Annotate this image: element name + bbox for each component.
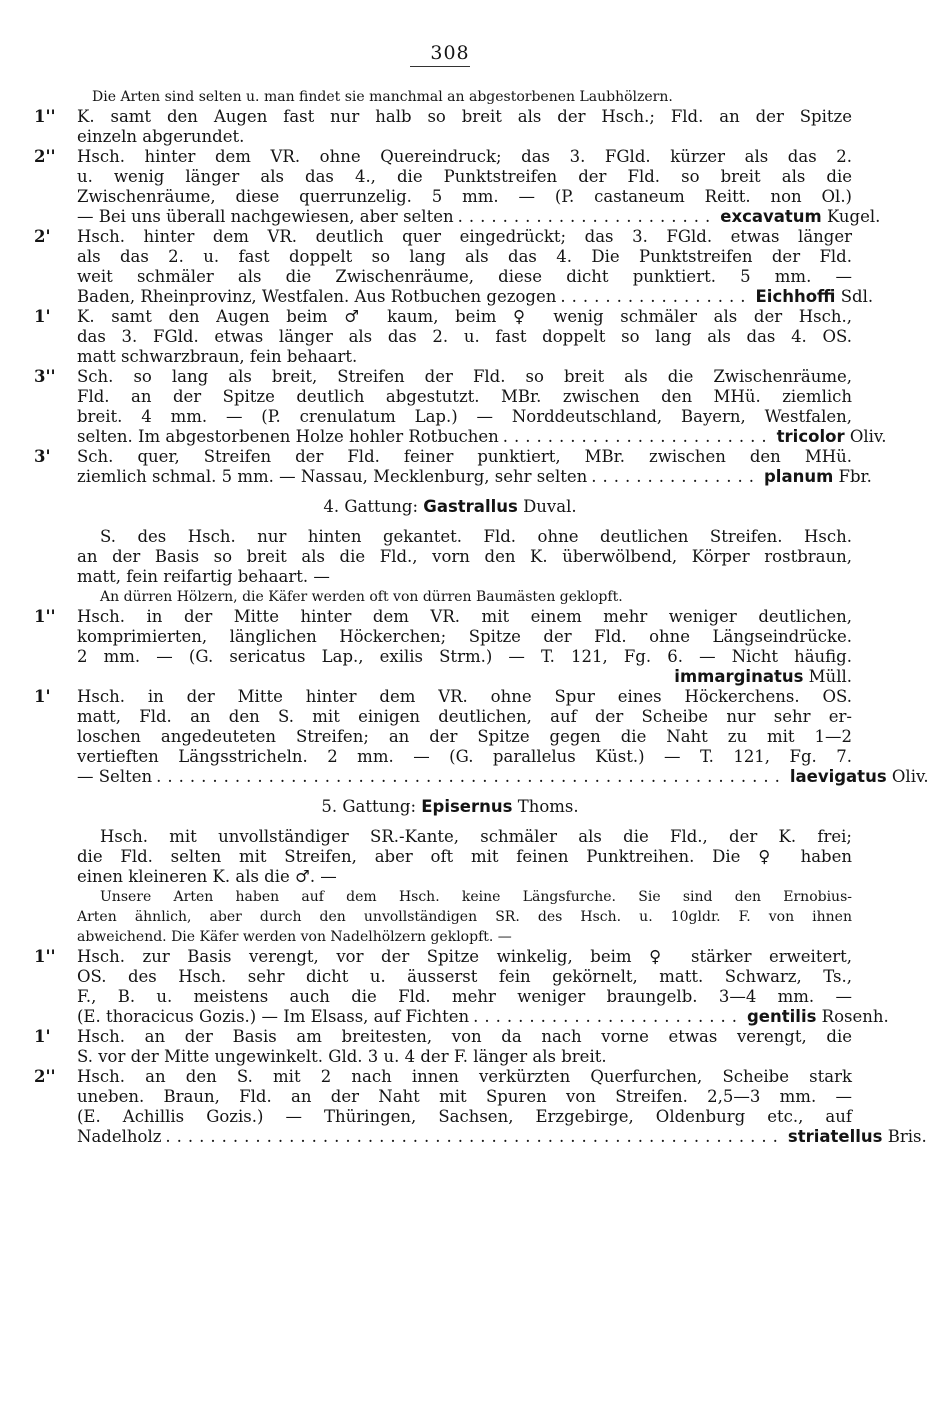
line-text: Sch. so lang als breit, Streifen der Fld. so breit als die Zwischenräume, (77, 367, 852, 386)
entry-text: (E. thoracicus Gozis.) — Im Elsass, auf Fichten (77, 1007, 470, 1026)
text-line (0, 267, 900, 287)
species-label (790, 767, 929, 787)
text-line (0, 767, 929, 787)
line-text (77, 767, 929, 787)
text-line (0, 647, 900, 667)
text-line (0, 307, 900, 327)
line-text: An dürren Hölzern, die Käfer werden oft von dürren Baumästen geklopft. (100, 589, 623, 605)
text-line (0, 947, 900, 967)
line-text: breit. 4 mm. — (P. crenulatum Lap.) — Norddeutschland, Bayern, Westfalen, (77, 407, 852, 426)
page-number: 308 (430, 42, 470, 64)
text-line (0, 687, 900, 707)
entry-text: ziemlich schmal. 5 mm. — Nassau, Mecklenburg, sehr selten (77, 467, 588, 486)
text-line (0, 1127, 927, 1147)
line-text: Hsch. zur Basis verengt, vor der Spitze winkelig, beim ♀ stärker erweitert, (77, 947, 852, 966)
text-line (0, 987, 900, 1007)
text-line (0, 527, 900, 547)
leader-dots: ........................ (473, 1007, 743, 1026)
text-line (0, 107, 900, 127)
spacer (0, 817, 900, 827)
line-text: Unsere Arten haben auf dem Hsch. keine Längsfurche. Sie sind den Ernobius- (100, 889, 852, 905)
page-body (0, 87, 929, 1147)
line-text: Hsch. mit unvollständiger SR.-Kante, schmäler als die Fld., der K. frei; (100, 827, 852, 846)
line-text: (E. Achillis Gozis.) — Thüringen, Sachsen, Erzgebirge, Oldenburg etc., auf (77, 1107, 852, 1126)
text-line (0, 667, 900, 687)
text-line (0, 1027, 900, 1047)
leader-dots: ............... (591, 467, 760, 486)
line-text: komprimierten, länglichen Höckerchen; Spitze der Fld. ohne Längseindrücke. (77, 627, 852, 646)
genus-number: 4. Gattung: (323, 497, 424, 516)
couplet-number: 2' (34, 227, 51, 246)
line-text: die Fld. selten mit Streifen, aber oft mit feinen Punktreihen. Die ♀ haben (77, 847, 852, 866)
entry-text: selten. Im abgestorbenen Holze hohler Rotbuchen (77, 427, 499, 446)
spacer (0, 487, 900, 497)
text-line (0, 127, 900, 147)
text-line (0, 907, 900, 927)
line-text: als das 2. u. fast doppelt so lang als das 4. Die Punktstreifen der Fld. (77, 247, 852, 266)
line-text: das 3. FGld. etwas länger als das 2. u. fast doppelt so lang als das 4. OS. (77, 327, 852, 346)
line-text: F., B. u. meistens auch die Fld. mehr weniger braungelb. 3—4 mm. — (77, 987, 852, 1006)
line-text: weit schmäler als die Zwischenräume, diese dicht punktiert. 5 mm. — (77, 267, 852, 286)
line-text (77, 1007, 889, 1027)
text-line (0, 547, 900, 567)
line-text: 2 mm. — (G. sericatus Lap., exilis Strm.) — T. 121, Fg. 6. — Nicht häufig. (77, 647, 852, 666)
species-entry (77, 767, 929, 787)
text-line (0, 727, 900, 747)
line-text: Arten ähnlich, aber durch den unvollständigen SR. des Hsch. u. 10gldr. F. von ihnen (77, 909, 852, 925)
line-text (77, 467, 872, 487)
text-line (0, 1007, 900, 1027)
text-line (0, 87, 900, 107)
species-author: Müll. (803, 667, 852, 686)
text-line (0, 567, 900, 587)
species-entry (77, 1127, 927, 1147)
species-label (764, 467, 872, 487)
text-line (0, 607, 900, 627)
spacer (0, 517, 900, 527)
text-line (0, 467, 900, 487)
species-label (777, 427, 887, 447)
genus-heading (0, 797, 900, 817)
line-text: matt, fein reifartig behaart. — (77, 567, 330, 586)
species-label (747, 1007, 889, 1027)
spacer (0, 787, 900, 797)
leader-dots: ........................ (502, 427, 773, 446)
leader-dots: ................. (560, 287, 752, 306)
line-text (77, 667, 852, 687)
text-line (0, 1087, 900, 1107)
species-entry (77, 287, 874, 307)
species-name: tricolor (776, 427, 845, 446)
text-line (0, 367, 900, 387)
genus-name: Gastrallus (423, 497, 518, 516)
text-line (0, 347, 900, 367)
text-line (0, 187, 900, 207)
line-text: Hsch. in der Mitte hinter dem VR. mit einem mehr weniger deutlichen, (77, 607, 852, 626)
text-line (0, 407, 900, 427)
entry-text: Baden, Rheinprovinz, Westfalen. Aus Rotbuchen gezogen (77, 287, 557, 306)
text-line (0, 247, 900, 267)
line-text (77, 427, 887, 447)
species-name: excavatum (720, 207, 822, 226)
text-line (0, 967, 900, 987)
species-entry (77, 1007, 889, 1027)
line-text: Sch. quer, Streifen der Fld. feiner punktiert, MBr. zwischen den MHü. (77, 447, 852, 466)
line-text: S. des Hsch. nur hinten gekantet. Fld. ohne deutlichen Streifen. Hsch. (100, 527, 852, 546)
text-line (0, 747, 900, 767)
species-author: Rosenh. (816, 1007, 889, 1026)
text-line (0, 207, 900, 227)
species-entry (77, 427, 887, 447)
couplet-number: 1'' (34, 947, 56, 966)
text-line (0, 167, 900, 187)
species-author: Oliv. (886, 767, 929, 786)
line-text: Fld. an der Spitze deutlich abgestutzt. MBr. zwischen den MHü. ziemlich (77, 387, 852, 406)
species-name: laevigatus (789, 767, 887, 786)
entry-text: — Selten (77, 767, 153, 786)
line-text: K. samt den Augen fast nur halb so breit als der Hsch.; Fld. an der Spitze (77, 107, 852, 126)
couplet-number: 1' (34, 1027, 51, 1046)
couplet-number: 3' (34, 447, 51, 466)
species-author: Oliv. (844, 427, 887, 446)
line-text (77, 1127, 927, 1147)
entry-text: Nadelholz (77, 1127, 162, 1146)
couplet-number: 1'' (34, 107, 56, 126)
species-author: Fbr. (833, 467, 872, 486)
species-name: gentilis (747, 1007, 817, 1026)
text-line (0, 847, 900, 867)
species-label (720, 207, 880, 227)
line-text: u. wenig länger als das 4., die Punktstreifen der Fld. so breit als die (77, 167, 852, 186)
text-line (0, 227, 900, 247)
line-text: uneben. Braun, Fld. an der Naht mit Spuren von Streifen. 2,5—3 mm. — (77, 1087, 852, 1106)
text-line (0, 287, 900, 307)
line-text: Hsch. hinter dem VR. ohne Quereindruck; das 3. FGld. kürzer als das 2. (77, 147, 852, 166)
species-label (788, 1127, 927, 1147)
line-text: vertieften Längsstricheln. 2 mm. — (G. parallelus Küst.) — T. 121, Fg. 7. (77, 747, 852, 766)
text-line (0, 327, 900, 347)
couplet-number: 2'' (34, 1067, 56, 1086)
text-line (0, 1107, 900, 1127)
text-line (0, 147, 900, 167)
text-line (0, 427, 900, 447)
line-text: matt, Fld. an den S. mit einigen deutlichen, auf der Scheibe nur sehr er- (77, 707, 852, 726)
line-text: Hsch. hinter dem VR. deutlich quer eingedrückt; das 3. FGld. etwas länger (77, 227, 852, 246)
text-line (0, 447, 900, 467)
text-line (0, 587, 900, 607)
species-author: Bris. (882, 1127, 927, 1146)
text-line (0, 867, 900, 887)
line-text: an der Basis so breit als die Fld., vorn den K. überwölbend, Körper rostbraun, (77, 547, 852, 566)
genus-author: Duval. (517, 497, 577, 516)
text-line (0, 1047, 900, 1067)
species-name: striatellus (787, 1127, 883, 1146)
line-text: abweichend. Die Käfer werden von Nadelhölzern geklopft. — (77, 929, 512, 945)
text-line (0, 827, 900, 847)
line-text: matt schwarzbraun, fein behaart. (77, 347, 358, 366)
line-text: einen kleineren K. als die ♂. — (77, 867, 337, 886)
leader-dots: ........................................................ (156, 767, 786, 786)
species-label (756, 287, 874, 307)
couplet-number: 2'' (34, 147, 56, 166)
line-text: Die Arten sind selten u. man findet sie manchmal an abgestorbenen Laubhölzern. (92, 89, 673, 105)
line-text: Hsch. an der Basis am breitesten, von da nach vorne etwas verengt, die (77, 1027, 852, 1046)
entry-text: — Bei uns überall nachgewiesen, aber selten (77, 207, 454, 226)
line-text (77, 207, 881, 227)
line-text: loschen angedeuteten Streifen; an der Spitze gegen die Naht zu mit 1—2 (77, 727, 852, 746)
line-text: Zwischenräume, diese querrunzelig. 5 mm. — (P. castaneum Reitt. non Ol.) (77, 187, 852, 206)
text-line (0, 887, 900, 907)
page-number-rule (410, 66, 470, 67)
species-author: Kugel. (821, 207, 881, 226)
genus-number: 5. Gattung: (321, 797, 422, 816)
text-line (0, 707, 900, 727)
leader-dots: ....................... (457, 207, 717, 226)
line-text (77, 287, 874, 307)
line-text: Hsch. in der Mitte hinter dem VR. ohne Spur eines Höckerchens. OS. (77, 687, 852, 706)
text-line (0, 1067, 900, 1087)
text-line (0, 627, 900, 647)
species-author: Sdl. (835, 287, 874, 306)
species-name: immarginatus (674, 667, 804, 686)
species-name: planum (763, 467, 834, 486)
line-text: Hsch. an den S. mit 2 nach innen verkürzten Querfurchen, Scheibe stark (77, 1067, 852, 1086)
species-name: Eichhoffi (755, 287, 836, 306)
text-line (0, 927, 900, 947)
genus-heading (0, 497, 900, 517)
line-text: OS. des Hsch. sehr dicht u. äusserst fein gekörnelt, matt. Schwarz, Ts., (77, 967, 852, 986)
line-text: S. vor der Mitte ungewinkelt. Gld. 3 u. 4 der F. länger als breit. (77, 1047, 607, 1066)
leader-dots: ....................................................... (165, 1127, 784, 1146)
couplet-number: 1'' (34, 607, 56, 626)
couplet-number: 1' (34, 687, 51, 706)
genus-author: Thoms. (512, 797, 579, 816)
species-entry (77, 207, 881, 227)
genus-name: Episernus (421, 797, 513, 816)
couplet-number: 1' (34, 307, 51, 326)
couplet-number: 3'' (34, 367, 56, 386)
species-entry (77, 467, 872, 487)
text-line (0, 387, 900, 407)
line-text: K. samt den Augen beim ♂ kaum, beim ♀ wenig schmäler als der Hsch., (77, 307, 852, 326)
line-text: einzeln abgerundet. (77, 127, 245, 146)
